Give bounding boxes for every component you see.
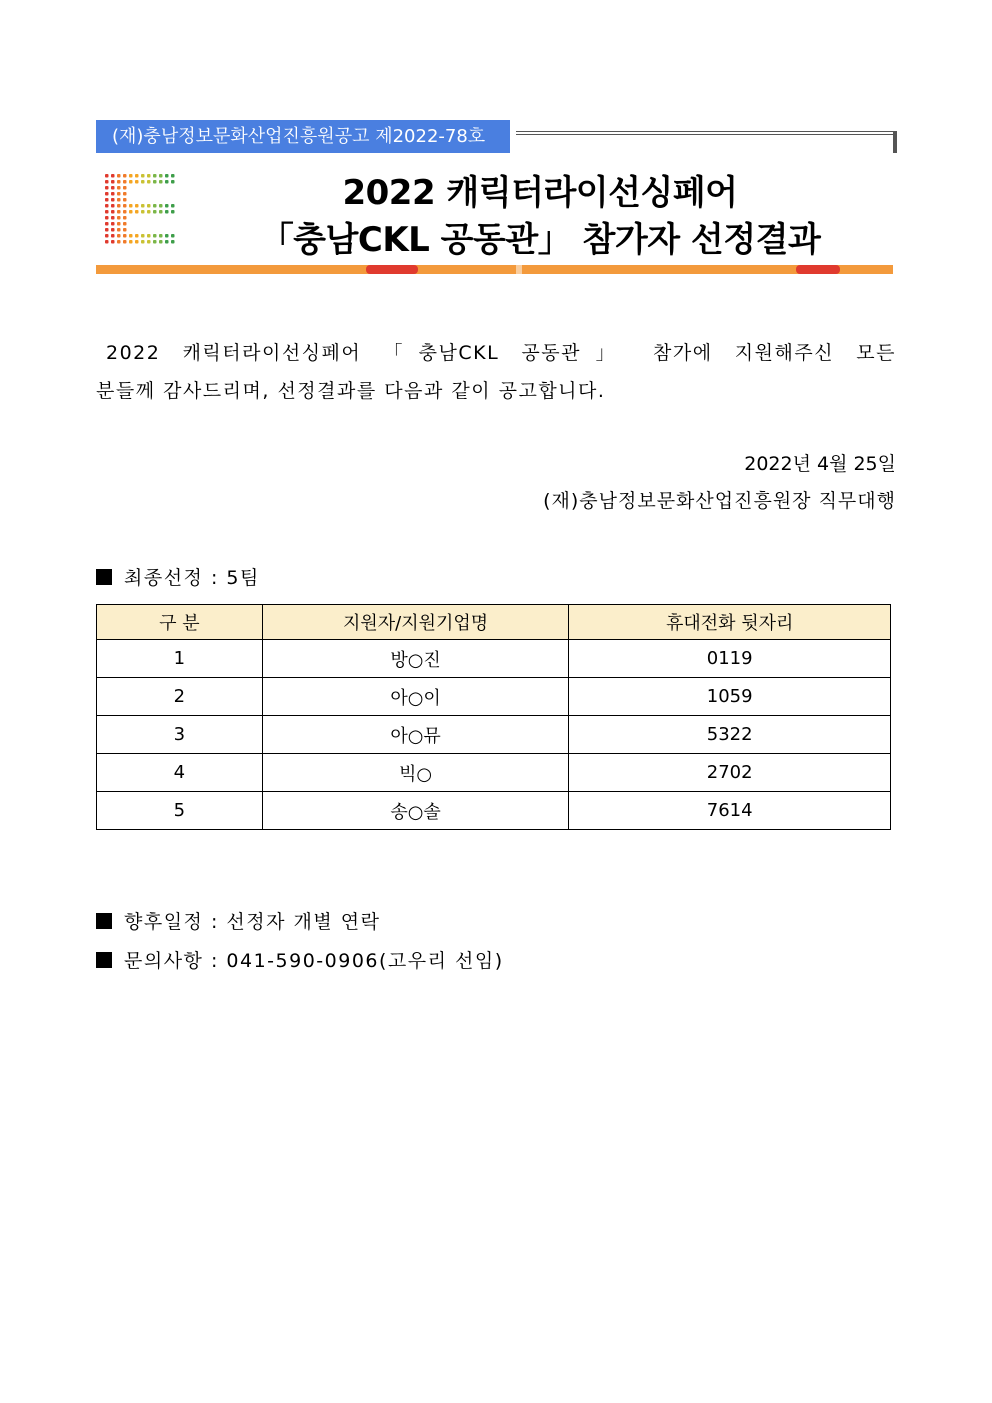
logo-dot: [165, 210, 169, 214]
logo-dot: [159, 180, 163, 184]
logo-dot: [117, 234, 121, 238]
logo-dot: [111, 228, 115, 232]
logo-dot: [153, 204, 157, 208]
table-row: [97, 716, 891, 754]
logo-dot: [165, 174, 169, 178]
logo-dot: [129, 210, 133, 214]
logo-dot: [171, 204, 175, 208]
ckl-dot-matrix-logo-icon: [105, 174, 175, 246]
logo-dot: [135, 180, 139, 184]
logo-dot: [105, 186, 109, 190]
logo-dot: [105, 192, 109, 196]
contact-text: 문의사항 : 041-590-0906(고우리 선임): [124, 950, 504, 972]
logo-dot: [123, 210, 127, 214]
phone-last-digits: 1059: [569, 678, 891, 716]
row-number: 4: [97, 754, 263, 792]
logo-dot: [135, 174, 139, 178]
logo-dot: [105, 204, 109, 208]
contact-item: [96, 946, 504, 973]
applicant-name: 아○뮤: [262, 716, 569, 754]
logo-dot: [105, 210, 109, 214]
intro-line-1: 2022 캐릭터라이선싱페어 「충남CKL 공동관」 참가에 지원해주신 모든: [106, 342, 896, 364]
announcement-date: 2022년 4월 25일: [744, 453, 896, 475]
logo-dot: [129, 234, 133, 238]
logo-dot: [117, 222, 121, 226]
logo-dot: [135, 210, 139, 214]
notice-number: (재)충남정보문화산업진흥원공고 제2022-78호: [96, 120, 510, 153]
logo-dot: [153, 210, 157, 214]
applicant-name: 방○진: [262, 640, 569, 678]
logo-dot: [111, 192, 115, 196]
schedule-text: 향후일정 : 선정자 개별 연락: [124, 911, 381, 933]
logo-dot: [123, 216, 127, 220]
logo-dot: [147, 210, 151, 214]
column-header-applicant: 지원자/지원기업명: [262, 605, 569, 640]
square-bullet-icon: [96, 913, 112, 929]
logo-dot: [111, 234, 115, 238]
header-color-band: [96, 265, 893, 274]
logo-dot: [135, 240, 139, 244]
logo-dot: [123, 240, 127, 244]
applicant-name: 송○솔: [262, 792, 569, 830]
logo-dot: [123, 222, 127, 226]
logo-dot: [141, 174, 145, 178]
column-header-phone: 휴대전화 뒷자리: [569, 605, 891, 640]
logo-dot: [117, 216, 121, 220]
logo-dot: [153, 180, 157, 184]
logo-dot: [147, 180, 151, 184]
table-header-row: [97, 605, 891, 640]
logo-dot: [159, 204, 163, 208]
phone-last-digits: 2702: [569, 754, 891, 792]
logo-dot: [105, 228, 109, 232]
logo-dot: [159, 174, 163, 178]
logo-dot: [117, 228, 121, 232]
logo-dot: [105, 216, 109, 220]
table-row: [97, 754, 891, 792]
intro-line-2: 분들께 감사드리며, 선정결과를 다음과 같이 공고합니다.: [96, 380, 606, 402]
row-number: 2: [97, 678, 263, 716]
logo-dot: [123, 186, 127, 190]
logo-dot: [147, 234, 151, 238]
selection-table: [96, 604, 891, 830]
logo-dot: [117, 204, 121, 208]
phone-last-digits: 0119: [569, 640, 891, 678]
logo-dot: [141, 240, 145, 244]
logo-dot: [135, 204, 139, 208]
logo-dot: [141, 204, 145, 208]
logo-dot: [141, 180, 145, 184]
table-row: [97, 792, 891, 830]
logo-dot: [141, 210, 145, 214]
logo-dot: [105, 240, 109, 244]
column-header-number: 구 분: [97, 605, 263, 640]
logo-dot: [147, 174, 151, 178]
logo-dot: [111, 240, 115, 244]
header-rule: [516, 131, 897, 135]
header-rule-end: [893, 131, 897, 153]
logo-dot: [111, 222, 115, 226]
logo-dot: [129, 204, 133, 208]
logo-dot: [117, 192, 121, 196]
logo-dot: [165, 180, 169, 184]
page-title-line1: 2022 캐릭터라이선싱페어: [342, 173, 738, 213]
logo-dot: [129, 174, 133, 178]
logo-dot: [159, 240, 163, 244]
logo-dot: [111, 216, 115, 220]
logo-dot: [159, 210, 163, 214]
final-selection-label: 최종선정 : 5팀: [124, 567, 260, 589]
logo-dot: [105, 198, 109, 202]
announcement-signer: (재)충남정보문화산업진흥원장 직무대행: [543, 490, 896, 512]
row-number: 3: [97, 716, 263, 754]
logo-dot: [123, 228, 127, 232]
logo-dot: [165, 234, 169, 238]
logo-dot: [123, 198, 127, 202]
logo-dot: [111, 210, 115, 214]
logo-dot: [159, 234, 163, 238]
logo-dot: [105, 174, 109, 178]
logo-dot: [129, 180, 133, 184]
row-number: 5: [97, 792, 263, 830]
logo-dot: [165, 240, 169, 244]
final-selection-heading: [96, 563, 260, 590]
square-bullet-icon: [96, 952, 112, 968]
square-bullet-icon: [96, 569, 112, 585]
logo-dot: [111, 174, 115, 178]
logo-dot: [171, 240, 175, 244]
intro-paragraph: [96, 334, 896, 410]
logo-dot: [147, 204, 151, 208]
logo-dot: [111, 186, 115, 190]
logo-dot: [165, 204, 169, 208]
logo-dot: [117, 174, 121, 178]
phone-last-digits: 5322: [569, 716, 891, 754]
row-number: 1: [97, 640, 263, 678]
table-row: [97, 678, 891, 716]
logo-dot: [147, 240, 151, 244]
logo-dot: [123, 192, 127, 196]
logo-dot: [117, 240, 121, 244]
logo-dot: [111, 204, 115, 208]
logo-dot: [117, 180, 121, 184]
logo-dot: [123, 174, 127, 178]
logo-dot: [153, 234, 157, 238]
logo-dot: [111, 180, 115, 184]
logo-dot: [123, 180, 127, 184]
logo-dot: [111, 198, 115, 202]
logo-dot: [171, 180, 175, 184]
schedule-item: [96, 907, 380, 934]
logo-dot: [171, 210, 175, 214]
logo-dot: [105, 222, 109, 226]
applicant-name: 빅○: [262, 754, 569, 792]
logo-dot: [171, 174, 175, 178]
applicant-name: 아○이: [262, 678, 569, 716]
logo-dot: [117, 198, 121, 202]
logo-dot: [123, 204, 127, 208]
logo-dot: [135, 234, 139, 238]
logo-dot: [117, 210, 121, 214]
logo-dot: [141, 234, 145, 238]
logo-dot: [129, 240, 133, 244]
page-title-line2: 「충남CKL 공동관」 참가자 선정결과: [259, 220, 821, 260]
phone-last-digits: 7614: [569, 792, 891, 830]
logo-dot: [153, 174, 157, 178]
logo-dot: [105, 180, 109, 184]
table-row: [97, 640, 891, 678]
logo-dot: [105, 234, 109, 238]
logo-dot: [171, 234, 175, 238]
logo-dot: [153, 240, 157, 244]
logo-dot: [117, 186, 121, 190]
logo-dot: [123, 234, 127, 238]
